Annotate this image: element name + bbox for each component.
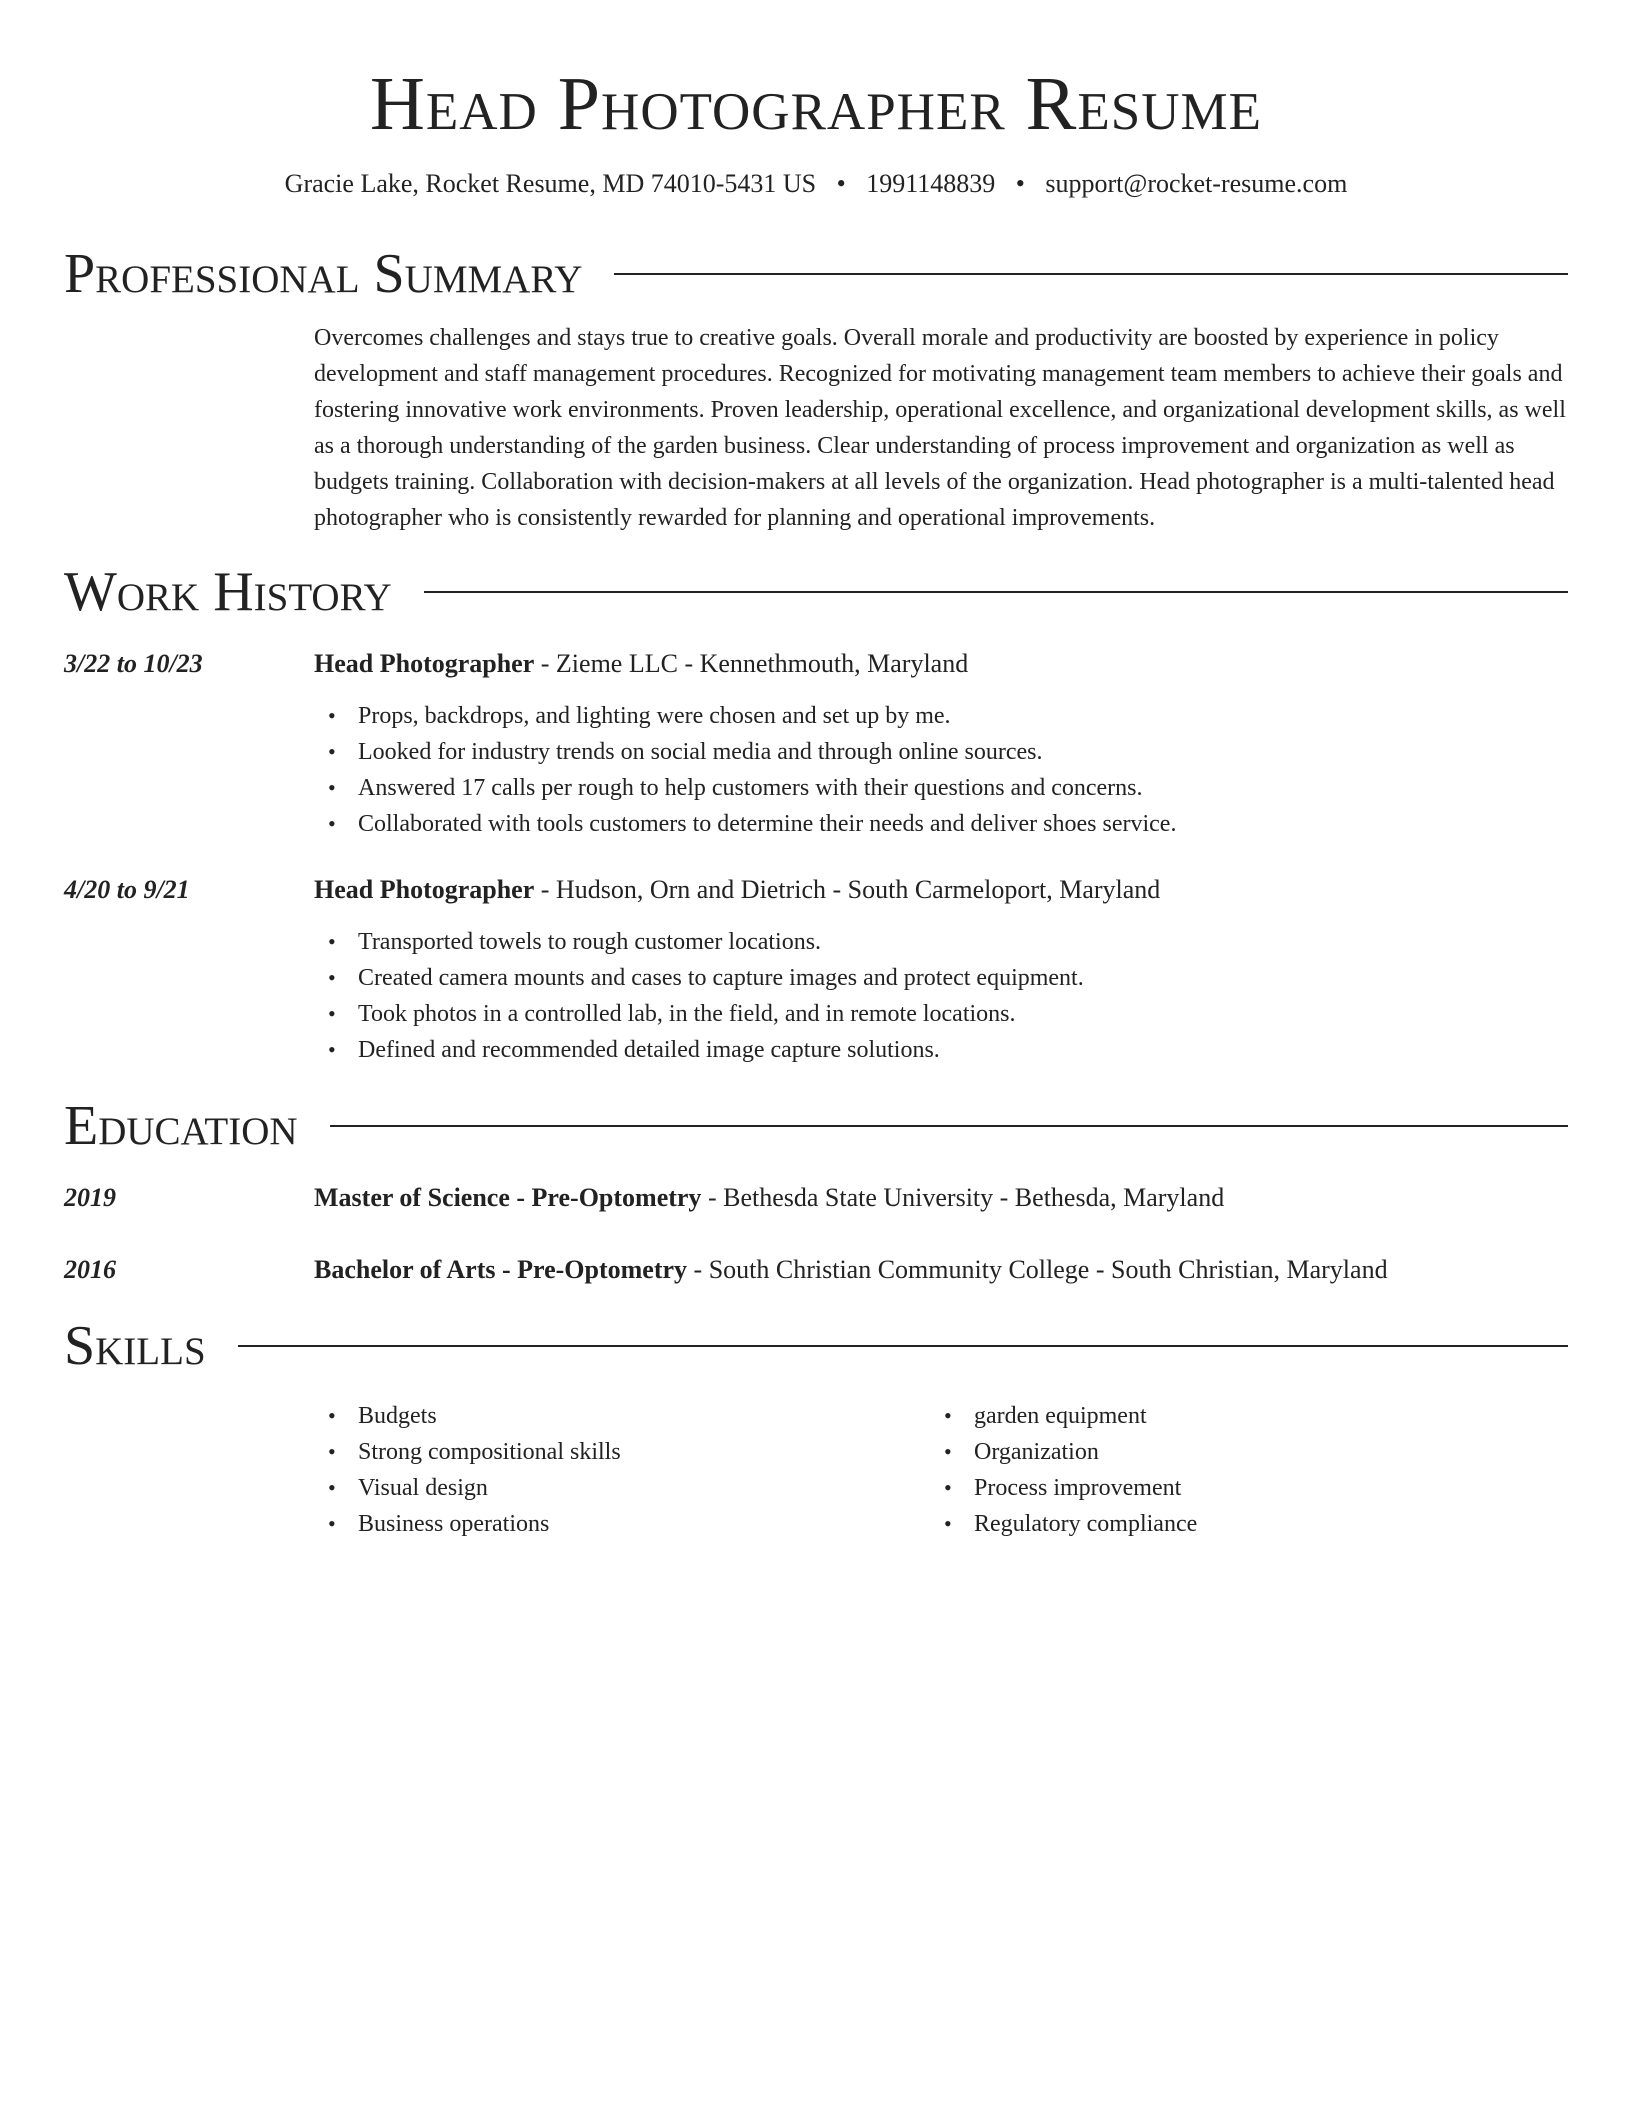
skill-text: Organization [974, 1439, 1099, 1465]
resume-title: Head Photographer Resume [369, 62, 1262, 146]
education-row [64, 1180, 1568, 1216]
list-item [314, 1434, 930, 1470]
bullet-text: Created camera mounts and cases to capture images and protect equipment. [358, 965, 1084, 991]
list-item [314, 734, 1568, 770]
skills-list [314, 1398, 930, 1542]
job-title: Head Photographer [314, 649, 535, 678]
education-year: 2019 [64, 1183, 116, 1212]
education-entry [64, 1252, 1568, 1288]
skill-text: Regulatory compliance [974, 1511, 1198, 1537]
section-divider [424, 591, 1568, 593]
bullet-icon: • [328, 1511, 336, 1536]
bullet-icon: • [328, 965, 336, 990]
skills-section-header [64, 1314, 1568, 1378]
skill-text: Budgets [358, 1403, 437, 1429]
summary-section-header [64, 242, 1568, 306]
skills-column-right [930, 1398, 1546, 1542]
list-item [930, 1506, 1546, 1542]
skills-column-left [314, 1398, 930, 1542]
bullet-icon: • [328, 1001, 336, 1026]
summary-text: Overcomes challenges and stays true to creative goals. Overall morale and productivity are boosted by experience in policy development and staff management procedures. Recognized for motivating management team members to achieve their goals and fostering innovative work environments. Proven leadership, operational excellence, and organizational development skills, as well as a thorough understanding of the garden business. Clear understanding of process improvement and organization as well as budgets training. Collaboration with decision-makers at all levels of the organization. Head photographer is a multi-talented head photographer who is consistently rewarded for planning and operational improvements. [314, 325, 1566, 531]
bullet-text: Defined and recommended detailed image capture solutions. [358, 1037, 940, 1063]
education-entry [64, 1180, 1568, 1216]
resume-page [64, 0, 1568, 1542]
job-dates: 3/22 to 10/23 [64, 649, 203, 678]
education-year: 2016 [64, 1255, 116, 1284]
list-item [314, 924, 1568, 960]
bullet-icon: • [328, 811, 336, 836]
education-section-header [64, 1094, 1568, 1158]
work-heading: Work History [64, 561, 392, 623]
bullet-text: Answered 17 calls per rough to help customers with their questions and concerns. [358, 775, 1143, 801]
bullet-icon: • [944, 1403, 952, 1428]
section-divider [238, 1345, 1568, 1347]
education-school: - South Christian Community College - South Christian, Maryland [687, 1255, 1388, 1284]
section-divider [614, 273, 1568, 275]
list-item [314, 1506, 930, 1542]
contact-separator: • [836, 169, 846, 198]
list-item [314, 996, 1568, 1032]
job-body [314, 646, 1568, 842]
list-item [314, 698, 1568, 734]
list-item [314, 770, 1568, 806]
list-item [314, 1470, 930, 1506]
skills-list [930, 1398, 1546, 1542]
bullet-icon: • [328, 703, 336, 728]
list-item [314, 1398, 930, 1434]
education-row [64, 1252, 1568, 1288]
education-heading-line [314, 1180, 1568, 1216]
section-divider [330, 1125, 1568, 1127]
job-employer: - Zieme LLC - Kennethmouth, Maryland [534, 649, 969, 678]
bullet-icon: • [328, 775, 336, 800]
skills-grid [314, 1398, 1568, 1542]
job-employer: - Hudson, Orn and Dietrich - South Carmeloport, Maryland [534, 875, 1161, 904]
contact-email: support@rocket-resume.com [1045, 169, 1348, 198]
education-heading: Education [64, 1095, 298, 1157]
contact-address: Gracie Lake, Rocket Resume, MD 74010-5431 US [284, 169, 817, 198]
skill-text: Strong compositional skills [358, 1439, 621, 1465]
skill-text: Business operations [358, 1511, 550, 1537]
job-dates: 4/20 to 9/21 [64, 875, 190, 904]
bullet-text: Took photos in a controlled lab, in the field, and in remote locations. [358, 1001, 1016, 1027]
job-bullets [314, 698, 1568, 842]
bullet-icon: • [944, 1439, 952, 1464]
skills-heading: Skills [64, 1315, 206, 1377]
bullet-icon: • [944, 1511, 952, 1536]
list-item [314, 806, 1568, 842]
job-body [314, 872, 1568, 1068]
job-entry [64, 872, 1568, 1068]
bullet-icon: • [328, 739, 336, 764]
bullet-text: Collaborated with tools customers to determine their needs and deliver shoes service. [358, 811, 1177, 837]
work-section-header [64, 560, 1568, 624]
bullet-text: Transported towels to rough customer locations. [358, 929, 822, 955]
job-bullets [314, 924, 1568, 1068]
skill-text: Visual design [358, 1475, 488, 1501]
contact-separator: • [1015, 169, 1025, 198]
bullet-icon: • [328, 1037, 336, 1062]
education-degree: Master of Science - Pre-Optometry [314, 1183, 702, 1212]
job-heading [314, 646, 1568, 682]
list-item [930, 1434, 1546, 1470]
list-item [314, 1032, 1568, 1068]
bullet-icon: • [944, 1475, 952, 1500]
skill-text: garden equipment [974, 1403, 1147, 1429]
job-row [64, 646, 1568, 842]
job-row [64, 872, 1568, 1068]
skill-text: Process improvement [974, 1475, 1182, 1501]
list-item [314, 960, 1568, 996]
job-heading [314, 872, 1568, 908]
bullet-icon: • [328, 1403, 336, 1428]
job-entry [64, 646, 1568, 842]
bullet-text: Looked for industry trends on social media and through online sources. [358, 739, 1043, 765]
education-heading-line [314, 1252, 1568, 1288]
bullet-text: Props, backdrops, and lighting were chosen and set up by me. [358, 703, 951, 729]
summary-heading: Professional Summary [64, 243, 583, 305]
list-item [930, 1470, 1546, 1506]
job-title: Head Photographer [314, 875, 535, 904]
bullet-icon: • [328, 1439, 336, 1464]
education-school: - Bethesda State University - Bethesda, Maryland [701, 1183, 1225, 1212]
education-degree: Bachelor of Arts - Pre-Optometry [314, 1255, 688, 1284]
contact-line [64, 168, 1568, 200]
bullet-icon: • [328, 1475, 336, 1500]
list-item [930, 1398, 1546, 1434]
bullet-icon: • [328, 929, 336, 954]
contact-phone: 1991148839 [866, 169, 996, 198]
